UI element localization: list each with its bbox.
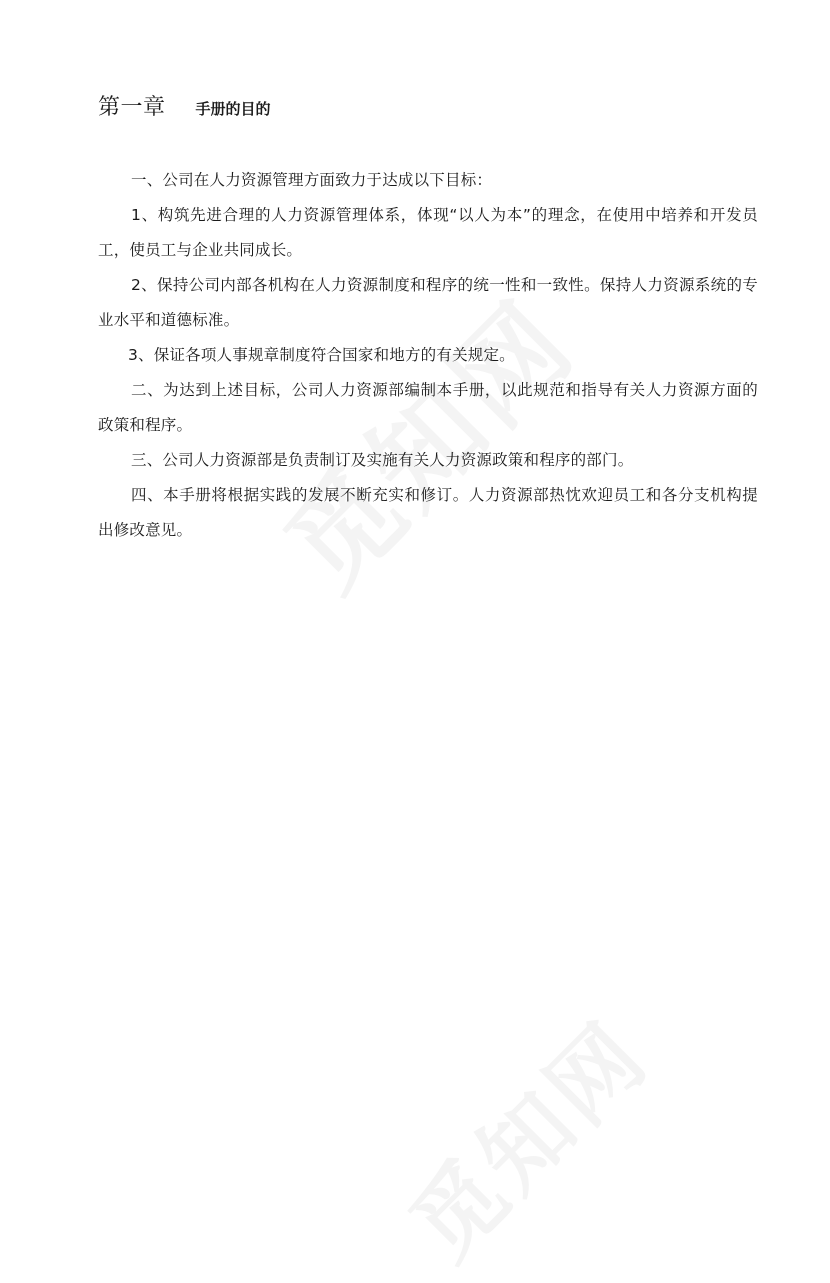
paragraph-goal-2: 2、保持公司内部各机构在人力资源制度和程序的统一性和一致性。保持人力资源系统的专业水平和道德标准。: [98, 276, 758, 329]
paragraph-hr-responsibility: 三、公司人力资源部是负责制订及实施有关人力资源政策和程序的部门。: [131, 451, 634, 469]
chapter-number: 第一章: [98, 95, 166, 120]
watermark: [376, 987, 672, 1283]
body-text: [98, 163, 758, 548]
paragraph-goals-intro: 一、公司在人力资源管理方面致力于达成以下目标：: [131, 171, 493, 189]
chapter-title: 手册的目的: [195, 100, 271, 118]
paragraph-goal-1: 1、构筑先进合理的人力资源管理体系，体现“以人为本”的理念，在使用中培养和开发员工，使员工与企业共同成长。: [98, 206, 758, 259]
chapter-heading: [98, 90, 271, 121]
paragraph-goal-3: 3、保证各项人事规章制度符合国家和地方的有关规定。: [128, 346, 515, 364]
paragraph-revision: 四、本手册将根据实践的发展不断充实和修订。人力资源部热忱欢迎员工和各分支机构提出修改意见。: [98, 486, 758, 539]
paragraph-manual-purpose: 二、为达到上述目标，公司人力资源部编制本手册，以此规范和指导有关人力资源方面的政策和程序。: [98, 381, 758, 434]
